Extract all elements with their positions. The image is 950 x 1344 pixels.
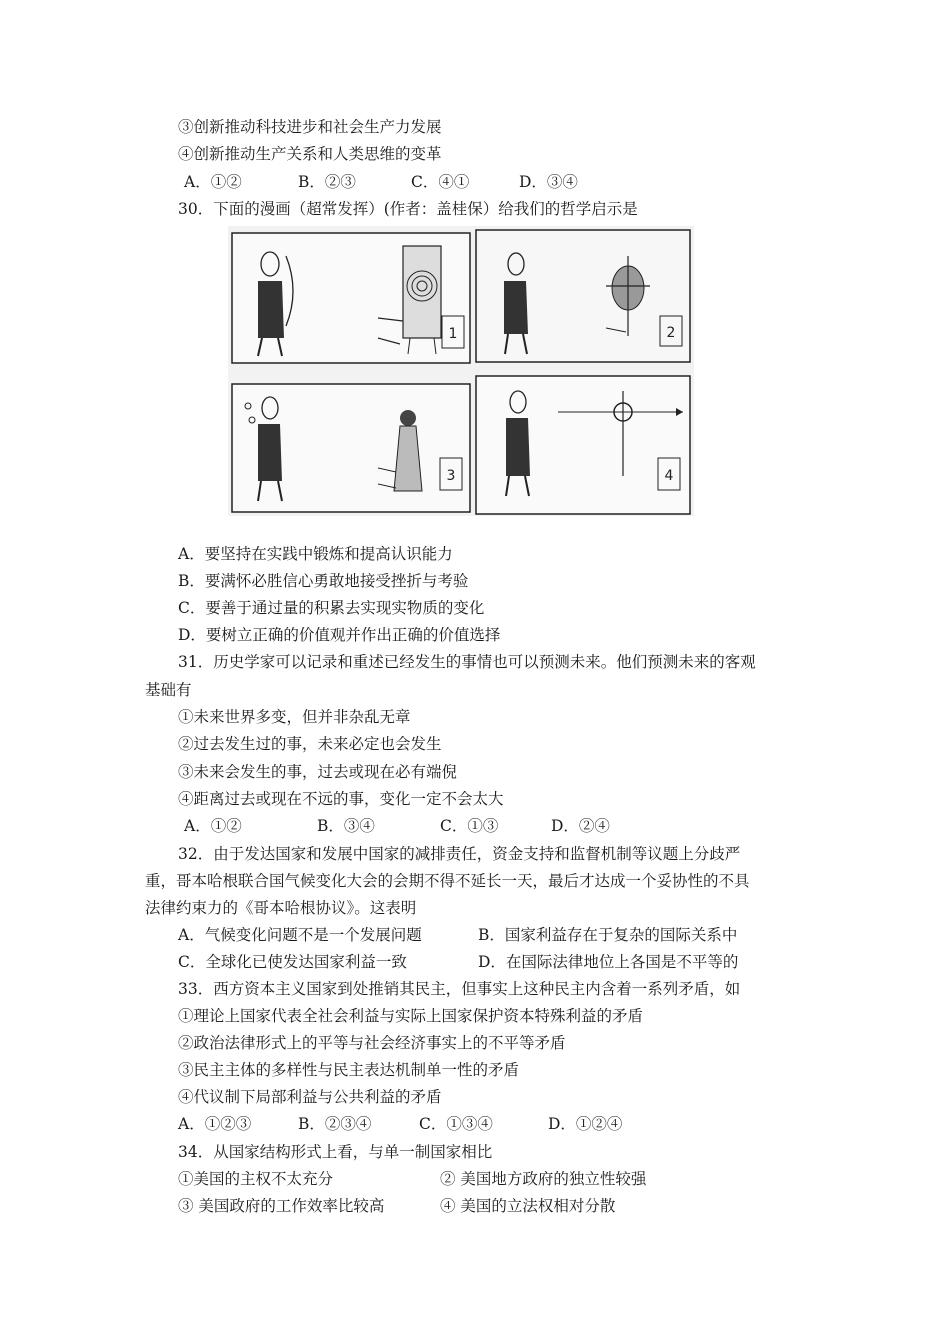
q29-option-c: C．④① [411, 173, 470, 191]
q30-option-b: B．要满怀必胜信心勇敢地接受挫折与考验 [178, 572, 469, 590]
q33-option-b: B．②③④ [298, 1115, 372, 1133]
q33-option-c: C．①③④ [419, 1115, 493, 1133]
panel-1-label: 1 [448, 326, 458, 342]
q29-item-3: ③创新推动科技进步和社会生产力发展 [178, 118, 442, 136]
q34-stem: 34．从国家结构形式上看，与单一制国家相比 [178, 1143, 493, 1161]
q29-option-d: D．③④ [519, 173, 578, 191]
q32-option-a: A．气候变化问题不是一个发展问题 [178, 926, 422, 944]
q30-stem: 30．下面的漫画（超常发挥）(作者：盖桂保）给我们的哲学启示是 [178, 200, 638, 218]
q32-stem-line-3: 法律约束力的《哥本哈根协议》。这表明 [145, 899, 417, 917]
q31-option-d: D．②④ [551, 817, 610, 835]
q32-option-b: B．国家利益存在于复杂的国际关系中 [478, 926, 738, 944]
q29-option-a: A．①② [184, 173, 242, 191]
q31-item-1: ①未来世界多变，但并非杂乱无章 [178, 708, 411, 726]
comic-panel-3 [232, 384, 470, 512]
comic-panel-1 [232, 233, 470, 363]
q33-item-4: ④代议制下局部利益与公共利益的矛盾 [178, 1088, 442, 1106]
q33-option-d: D．①②④ [548, 1115, 623, 1133]
q34-item-2: ② 美国地方政府的独立性较强 [440, 1170, 647, 1188]
q31-item-3: ③未来会发生的事，过去或现在必有端倪 [178, 763, 458, 781]
q29-item-4: ④创新推动生产关系和人类思维的变革 [178, 145, 442, 163]
q31-option-b: B．③④ [317, 817, 375, 835]
q34-item-1: ①美国的主权不太充分 [178, 1170, 334, 1188]
q31-stem-line-1: 31．历史学家可以记录和重述已经发生的事情也可以预测未来。他们预测未来的客观 [178, 653, 756, 671]
q34-item-3: ③ 美国政府的工作效率比较高 [178, 1197, 385, 1215]
q33-stem: 33．西方资本主义国家到处推销其民主，但事实上这种民主内含着一系列矛盾，如 [178, 980, 741, 998]
q32-stem-line-2: 重，哥本哈根联合国气候变化大会的会期不得不延长一天，最后才达成一个妥协性的不具 [145, 872, 750, 890]
q29-option-b: B．②③ [298, 173, 356, 191]
q34-item-4: ④ 美国的立法权相对分散 [440, 1197, 616, 1215]
q30-option-c: C．要善于通过量的积累去实现实物质的变化 [178, 599, 485, 617]
comic-strip [228, 226, 694, 516]
q33-item-2: ②政治法律形式上的平等与社会经济事实上的不平等矛盾 [178, 1034, 566, 1052]
q30-option-d: D．要树立正确的价值观并作出正确的价值选择 [178, 626, 501, 644]
comic-panel-2 [476, 230, 690, 362]
q31-option-a: A．①② [184, 817, 242, 835]
q32-stem-line-1: 32．由于发达国家和发展中国家的减排责任，资金支持和监督机制等议题上分歧严 [178, 845, 741, 863]
panel-4-label: 4 [664, 468, 674, 484]
q33-item-3: ③民主主体的多样性与民主表达机制单一性的矛盾 [178, 1061, 520, 1079]
q31-item-4: ④距离过去或现在不远的事，变化一定不会太大 [178, 790, 504, 808]
q32-option-d: D．在国际法律地位上各国是不平等的 [478, 953, 739, 971]
q33-item-1: ①理论上国家代表全社会利益与实际上国家保护资本特殊利益的矛盾 [178, 1007, 644, 1025]
panel-2-label: 2 [666, 325, 676, 341]
panel-3-label: 3 [446, 468, 456, 484]
q31-item-2: ②过去发生过的事，未来必定也会发生 [178, 735, 442, 753]
q31-option-c: C．①③ [440, 817, 499, 835]
q33-option-a: A．①②③ [178, 1115, 252, 1133]
q31-stem-line-2: 基础有 [145, 681, 192, 699]
q30-option-a: A．要坚持在实践中锻炼和提高认识能力 [178, 545, 453, 563]
comic-panel-4 [476, 376, 690, 514]
q32-option-c: C．全球化已使发达国家利益一致 [178, 953, 407, 971]
